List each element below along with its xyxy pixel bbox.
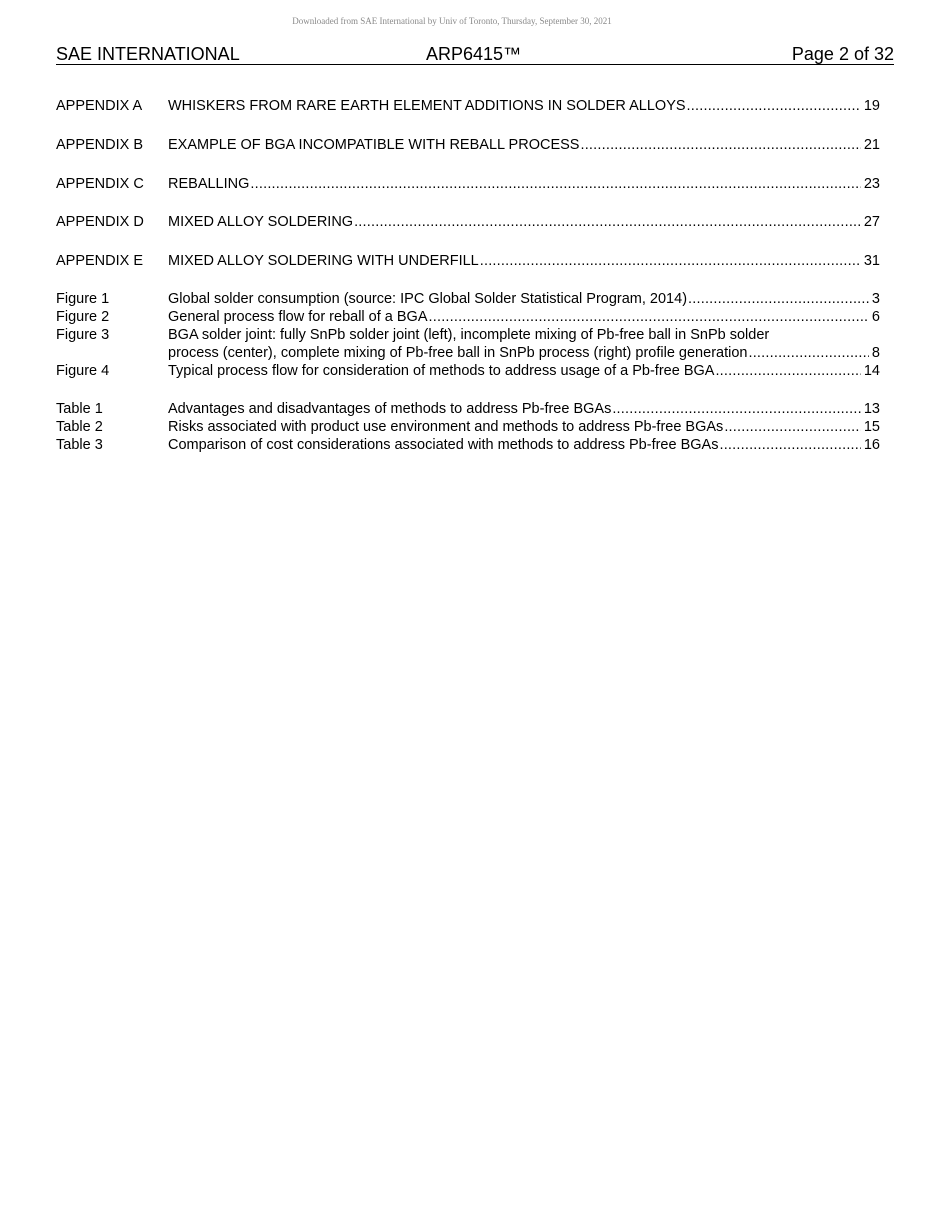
toc-entry[interactable] <box>56 97 880 115</box>
toc-page: 16 <box>863 437 880 453</box>
toc-page: 27 <box>863 214 880 230</box>
toc-label: Figure 1 <box>56 291 110 307</box>
toc-page: 3 <box>871 291 880 307</box>
toc-title: Advantages and disadvantages of methods to address Pb-free BGAs <box>168 401 612 417</box>
dot-leader <box>688 290 869 308</box>
toc-label: APPENDIX B <box>56 137 144 153</box>
toc-title: WHISKERS FROM RARE EARTH ELEMENT ADDITIONS IN SOLDER ALLOYS <box>168 98 686 114</box>
toc-label: Table 3 <box>56 437 103 453</box>
toc-entry-figure-2[interactable] <box>56 308 880 326</box>
publisher-name: SAE INTERNATIONAL <box>56 44 240 64</box>
toc-label: Table 2 <box>56 419 103 435</box>
dot-leader <box>580 136 860 154</box>
toc-page: 19 <box>863 98 880 114</box>
toc-label: APPENDIX E <box>56 253 144 269</box>
toc-page: 8 <box>871 345 880 361</box>
toc-title: BGA solder joint: fully SnPb solder joint (left), incomplete mixing of Pb-free ball in SnPb solder <box>168 327 770 343</box>
toc-page: 31 <box>863 253 880 269</box>
toc-entry-table-1[interactable] <box>56 400 880 418</box>
toc-entry-table-3[interactable] <box>56 436 880 454</box>
document-number: ARP6415™ <box>426 44 522 64</box>
dot-leader <box>250 175 860 193</box>
toc-page: 6 <box>871 309 880 325</box>
toc-entry-figure-4[interactable] <box>56 362 880 380</box>
toc-label: APPENDIX D <box>56 214 144 230</box>
toc-label: Table 1 <box>56 401 103 417</box>
list-of-tables <box>56 400 880 454</box>
toc-title: Comparison of cost considerations associated with methods to address Pb-free BGAs <box>168 437 719 453</box>
toc-page: 23 <box>863 176 880 192</box>
toc-title: Global solder consumption (source: IPC Global Solder Statistical Program, 2014) <box>168 291 688 307</box>
toc-entry-figure-3[interactable] <box>56 326 880 362</box>
toc-page: 21 <box>863 137 880 153</box>
dot-leader <box>480 252 861 270</box>
dot-leader <box>429 308 869 326</box>
toc-title: MIXED ALLOY SOLDERING <box>168 214 354 230</box>
toc-appendix-d <box>56 213 880 231</box>
toc-label: Figure 4 <box>56 363 110 379</box>
toc-entry[interactable] <box>56 175 880 193</box>
toc-entry[interactable] <box>56 136 880 154</box>
toc-title: Typical process flow for consideration of methods to address usage of a Pb-free BGA <box>168 363 715 379</box>
toc-page: 14 <box>863 363 880 379</box>
toc-entry[interactable] <box>56 252 880 270</box>
toc-title: MIXED ALLOY SOLDERING WITH UNDERFILL <box>168 253 479 269</box>
page-number: Page 2 of 32 <box>791 44 894 64</box>
toc-title: EXAMPLE OF BGA INCOMPATIBLE WITH REBALL PROCESS <box>168 137 580 153</box>
toc-appendix-a <box>56 97 880 115</box>
dot-leader <box>687 97 861 115</box>
toc-title: General process flow for reball of a BGA <box>168 309 428 325</box>
toc-appendix-e <box>56 252 880 270</box>
toc-page: 13 <box>863 401 880 417</box>
toc-label: Figure 3 <box>56 327 110 343</box>
toc-title: REBALLING <box>168 176 250 192</box>
dot-leader <box>748 344 868 362</box>
toc-entry[interactable] <box>56 213 880 231</box>
toc-appendix-c <box>56 175 880 193</box>
toc-entry-figure-1[interactable] <box>56 290 880 308</box>
toc-page: 15 <box>863 419 880 435</box>
toc-title-continued: process (center), complete mixing of Pb-free ball in SnPb process (right) profile generation <box>168 345 748 361</box>
toc-label: Figure 2 <box>56 309 110 325</box>
toc-entry-table-2[interactable] <box>56 418 880 436</box>
list-of-figures <box>56 290 880 380</box>
page-header <box>56 44 894 65</box>
toc-label: APPENDIX A <box>56 98 143 114</box>
dot-leader <box>612 400 861 418</box>
download-watermark: Downloaded from SAE International by Univ of Toronto, Thursday, September 30, 2021 <box>292 16 612 26</box>
dot-leader <box>724 418 861 436</box>
toc-label: APPENDIX C <box>56 176 144 192</box>
toc-title: Risks associated with product use environment and methods to address Pb-free BGAs <box>168 419 724 435</box>
dot-leader <box>715 362 860 380</box>
dot-leader <box>719 436 860 454</box>
dot-leader <box>354 213 861 231</box>
toc-appendix-b <box>56 136 880 154</box>
